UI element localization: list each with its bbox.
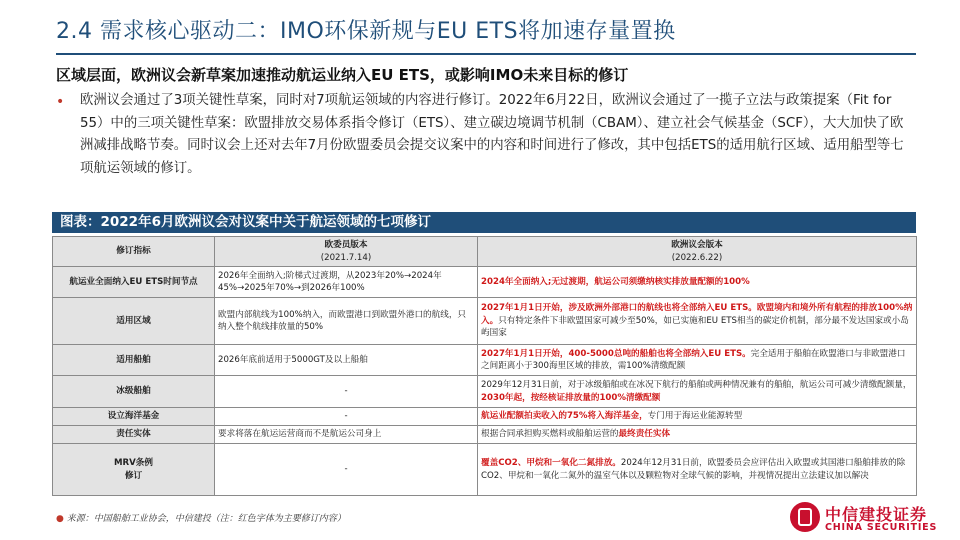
header-parliament	[478, 237, 917, 267]
parliament-cell	[478, 444, 917, 496]
table-row	[53, 267, 917, 298]
revision-table	[52, 236, 917, 496]
title-divider	[56, 53, 916, 55]
commission-cell: -	[215, 444, 478, 496]
highlighted-revision: 2027年1月1日开始，400-5000总吨的船舶也将全部纳入EU ETS。	[481, 348, 751, 359]
parliament-cell	[478, 408, 917, 426]
revision-detail: 专门用于海运业能源转型	[647, 411, 743, 422]
highlighted-revision: 2024年全面纳入;无过渡期，航运公司须缴纳核实排放量配额的100%	[481, 276, 750, 287]
highlighted-revision: 2030年起，按经核证排放量的100%清缴配额	[481, 392, 661, 403]
row-label-line: MRV条例	[113, 458, 153, 469]
table-row	[53, 444, 917, 496]
highlighted-revision: 覆盖CO2、甲烷和一氧化二氮排放。	[481, 458, 621, 469]
parliament-cell	[478, 345, 917, 376]
revision-detail: 根据合同承担购买燃料或船舶运营的	[481, 429, 619, 440]
source-footnote	[56, 511, 346, 524]
slide-title: 2.4 需求核心驱动二：IMO环保新规与EU ETS将加速存量置换	[56, 19, 676, 44]
commission-cell: -	[215, 408, 478, 426]
revision-detail: 完全适用于船舶在欧盟港口与非欧盟港口之间距离小于300海里区域的排放，需100%清缴配额	[481, 348, 906, 371]
table-row	[53, 408, 917, 426]
figure-caption: 图表：2022年6月欧洲议会对议案中关于航运领域的七项修订	[52, 212, 916, 233]
table-row	[53, 376, 917, 408]
slide-subtitle: 区域层面，欧洲议会新草案加速推动航运业纳入EU ETS，或影响IMO未来目标的修订	[56, 66, 629, 84]
row-label: 设立海洋基金	[53, 408, 215, 426]
logo-name-en: CHINA SECURITIES	[825, 522, 938, 533]
commission-cell: 要求将落在航运运营商而不是航运公司身上	[215, 426, 478, 444]
header-parliament-date: (2022.6.22)	[671, 252, 723, 263]
table-row	[53, 426, 917, 444]
row-label-line: 修订	[124, 470, 143, 481]
highlighted-revision: 2027年1月1日开始，涉及欧洲外部港口的航线也将全部纳入EU ETS。欧盟境内和境外所有航程的排放100%纳入。	[481, 303, 913, 326]
revision-detail: 2029年12月31日前，对于冰级船舶或在冰况下航行的船舶或两种情况兼有的船舶，航运公司可减少清缴配额量，	[481, 380, 912, 391]
citic-securities-logo-icon	[790, 502, 820, 532]
commission-cell: 2026年底前适用于5000GT及以上船舶	[215, 345, 478, 376]
commission-cell: -	[215, 376, 478, 408]
body-paragraph: 欧洲议会通过了3项关键性草案，同时对7项航运领域的内容进行修订。2022年6月22日，欧洲议会通过了一揽子立法与政策提案（Fit for 55）中的三项关键性草案：欧盟排放交易体系指令修订（ETS）、建立碳边境调节机制（CBAM）、建立社会气候基金（SCF），大大加快了欧洲减排战略节奏。同时议会上还对去年7月份欧盟委员会提交议案中的内容和时间进行了修改，其中包括ETS的适用航行区域、适用船型等七项航运领域的修订。	[80, 93, 904, 176]
highlighted-revision: 最终责任实体	[618, 429, 671, 440]
revision-detail: 2024年12月31日前，欧盟委员会应评估出入欧盟或其国港口船舶排放的除CO2、甲烷和一氧化二氮外的温室气体以及颗粒物对全球气候的影响，并视情况提出立法建议加以解决	[481, 458, 906, 481]
bullet-marker: •	[56, 94, 65, 110]
table-row	[53, 298, 917, 345]
company-logo	[790, 500, 950, 538]
row-label: 航运业全面纳入EU ETS时间节点	[53, 267, 215, 298]
table-header-row	[53, 237, 917, 267]
commission-cell: 欧盟内部航线为100%纳入，而欧盟港口到欧盟外港口的航线，只纳入整个航线排放量的50%	[215, 298, 478, 345]
top-spacer	[0, 0, 960, 6]
footnote-marker: ●	[56, 514, 64, 524]
row-label	[53, 444, 215, 496]
parliament-cell	[478, 298, 917, 345]
header-commission-date: (2021.7.14)	[320, 252, 372, 263]
revision-detail: 只有特定条件下非欧盟国家可减少至50%，如已实施和EU ETS相当的碳定价机制，部分最不发达国家或小岛屿国家	[481, 315, 909, 339]
table-row	[53, 345, 917, 376]
header-parliament-title: 欧洲议会版本	[671, 240, 723, 251]
highlighted-revision: 航运业配额拍卖收入的75%将入海洋基金，	[481, 411, 648, 422]
row-label: 适用区域	[53, 298, 215, 345]
commission-cell: 2026年全面纳入;阶梯式过渡期，从2023年20%→2024年45%→2025年70%→到2026年100%	[215, 267, 478, 298]
row-label: 冰级船舶	[53, 376, 215, 408]
header-item: 修订指标	[53, 237, 215, 267]
row-label: 适用船舶	[53, 345, 215, 376]
header-commission	[215, 237, 478, 267]
parliament-cell	[478, 267, 917, 298]
row-label: 责任实体	[53, 426, 215, 444]
parliament-cell	[478, 426, 917, 444]
logo-name-cn: 中信建投证券	[825, 505, 928, 524]
footnote-text: 来源：中国船舶工业协会，中信建投（注：红色字体为主要修订内容）	[66, 514, 346, 524]
header-commission-title: 欧委员版本	[324, 240, 368, 251]
parliament-cell	[478, 376, 917, 408]
